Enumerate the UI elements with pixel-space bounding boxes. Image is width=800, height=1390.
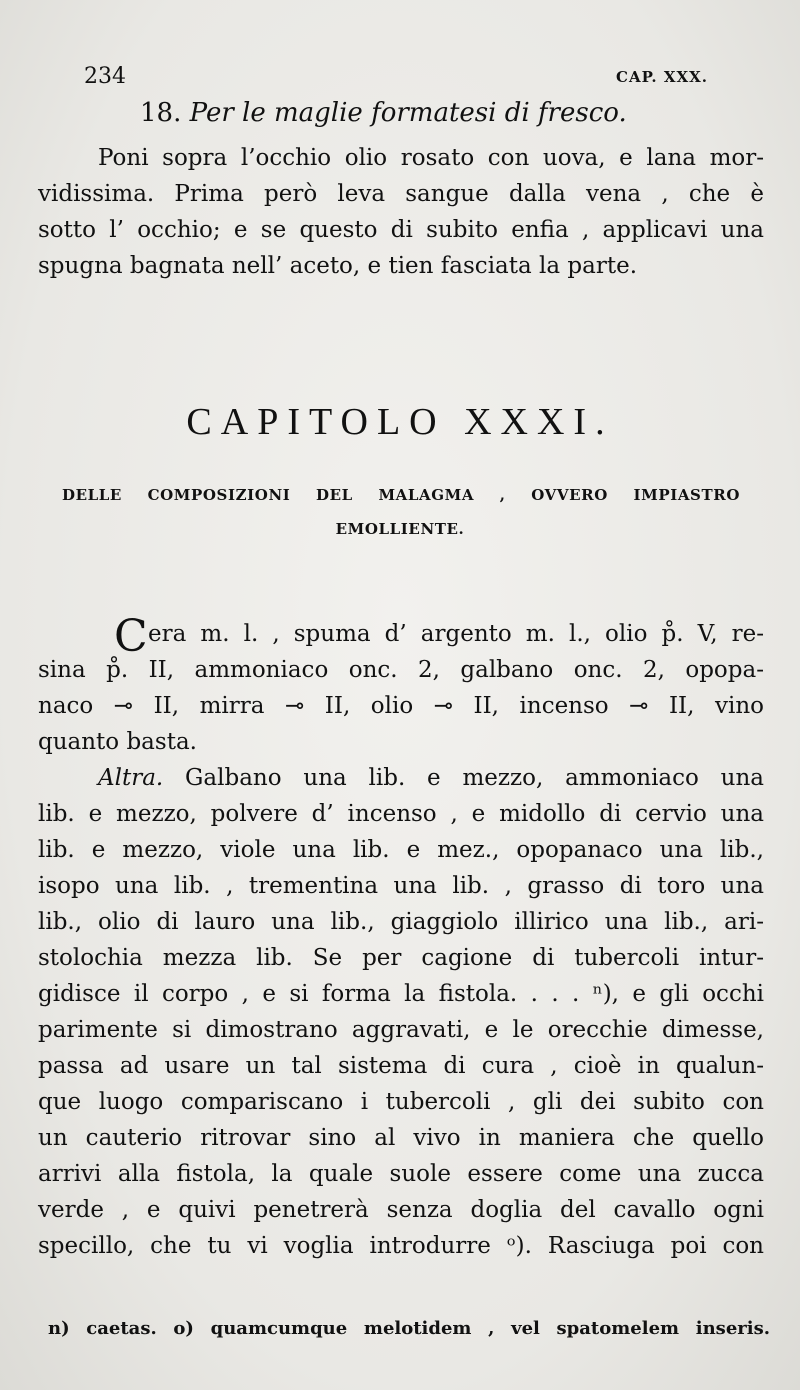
chapter-subtitle: DELLE COMPOSIZIONI DEL MALAGMA , OVVERO IMPIASTRO xyxy=(62,486,740,504)
text-line: vidissima. Prima però leva sangue dalla vena , che è xyxy=(38,181,764,207)
paragraph-recipe xyxy=(38,611,764,760)
text-line: parimente si dimostrano aggravati, e le orecchie dimesse, xyxy=(38,1017,764,1043)
text-line xyxy=(38,760,764,796)
text-line: un cauterio ritrovar sino al vivo in maniera che quello xyxy=(38,1125,764,1151)
text-line: sotto l’ occhio; e se questo di subito enfia , applicavi una xyxy=(38,217,764,243)
text-line: naco ⊸ II, mirra ⊸ II, olio ⊸ II, incenso ⊸ II, vino xyxy=(38,693,764,719)
text-line xyxy=(38,611,764,662)
text-line-content: era m. l. , spuma d’ argento m. l., olio p̊. V, re- xyxy=(148,621,764,647)
running-head: CAP. XXX. xyxy=(616,68,708,86)
page-number: 234 xyxy=(84,64,126,89)
page-header xyxy=(84,64,708,94)
text-line: lib., olio di lauro una lib., giaggiolo illirico una lib., ari- xyxy=(38,909,764,935)
drop-cap: C xyxy=(114,611,148,662)
text-line: lib. e mezzo, viole una lib. e mez., opopanaco una lib., xyxy=(38,837,764,863)
text-line: spugna bagnata nell’ aceto, e tien fasciata la parte. xyxy=(38,253,637,279)
text-line: passa ad usare un tal sistema di cura , cioè in qualun- xyxy=(38,1053,764,1079)
section-number: 18. xyxy=(140,98,182,128)
chapter-title: CAPITOLO XXXI. xyxy=(186,401,614,443)
text-line: gidisce il corpo , e si forma la fistola. . . . ⁿ), e gli occhi xyxy=(38,981,764,1007)
text-line: lib. e mezzo, polvere d’ incenso , e midollo di cervio una xyxy=(38,801,764,827)
chapter-subtitle-continued: EMOLLIENTE. xyxy=(335,520,465,538)
text-line: isopo una lib. , trementina una lib. , grasso di toro una xyxy=(38,873,764,899)
text-line: sina p̊. II, ammoniaco onc. 2, galbano onc. 2, opopa- xyxy=(38,657,764,683)
altra-label: Altra. xyxy=(98,765,164,791)
text-line: verde , e quivi penetrerà senza doglia del cavallo ogni xyxy=(38,1197,764,1223)
text-line: quanto basta. xyxy=(38,729,197,755)
text-line: arrivi alla fistola, la quale suole essere come una zucca xyxy=(38,1161,764,1187)
section-heading-18 xyxy=(140,98,627,128)
footnotes: n) caetas. o) quamcumque melotidem , vel spatomelem inseris. xyxy=(48,1318,770,1339)
text-line: que luogo compariscano i tubercoli , gli dei subito con xyxy=(38,1089,764,1115)
text-line-content: Galbano una lib. e mezzo, ammoniaco una xyxy=(185,765,765,791)
text-line: specillo, che tu vi voglia introdurre ᵒ). Rasciuga poi con xyxy=(38,1233,764,1259)
text-line: stolochia mezza lib. Se per cagione di tubercoli intur- xyxy=(38,945,764,971)
paragraph-altra xyxy=(38,760,764,1264)
paragraph-section-18 xyxy=(38,140,764,284)
section-title: Per le maglie formatesi di fresco. xyxy=(189,98,627,128)
text-line: Poni sopra l’occhio olio rosato con uova, e lana mor- xyxy=(98,145,764,171)
